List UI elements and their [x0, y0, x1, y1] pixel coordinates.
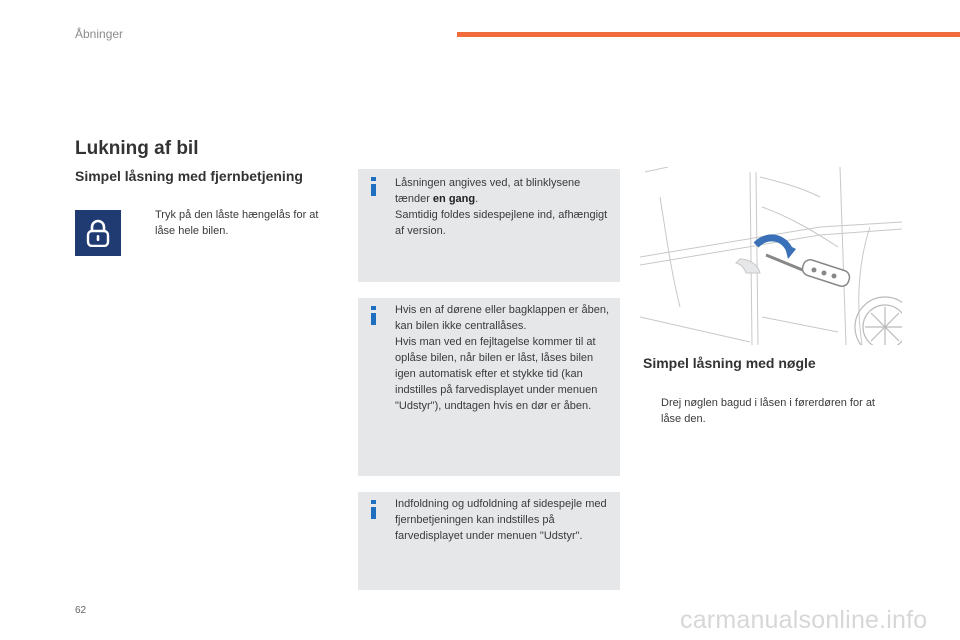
info-icon	[371, 507, 376, 519]
info1-text-line2: Samtidig foldes sidespejlene ind, afhængigt af version.	[395, 209, 608, 237]
header-accent-bar	[457, 32, 960, 37]
remote-lock-instruction-text: Tryk på den låste hængelås for at låse hele bilen.	[155, 209, 319, 237]
lock-button-icon	[75, 210, 121, 256]
watermark: carmanualsonline.info	[680, 606, 928, 634]
key-lock-instruction-text: Drej nøglen bagud i låsen i førerdøren for at låse den.	[661, 397, 875, 425]
padlock-icon	[85, 219, 111, 247]
remote-lock-instruction	[139, 207, 339, 239]
section-title: Åbninger	[75, 27, 124, 41]
info2-text: Hvis en af dørene eller bagklappen er åben, kan bilen ikke centrallåses.	[395, 304, 610, 332]
info-icon-dot	[371, 306, 376, 310]
info-box-mirrors	[358, 492, 620, 590]
car-door-key-illustration	[640, 167, 902, 345]
info-box-indicators	[358, 169, 620, 282]
info-icon	[371, 313, 376, 325]
key-lock-instruction	[645, 395, 895, 427]
page-number: 62	[75, 605, 87, 616]
info2-text2: Hvis man ved en fejltagelse kommer til at oplåse bilen, når bilen er låst, låses bilen igen automatisk efter et stykke tid (kan indstilles på farvedisplayet under menuen "Udstyr"), undtagen hvis en dør er åben.	[395, 336, 598, 412]
page-title: Lukning af bil	[75, 138, 199, 159]
info-icon-dot	[371, 500, 376, 504]
info3-text: Indfoldning og udfoldning af sidespejle med fjernbetjeningen kan indstilles på farvedisplayet under menuen "Udstyr".	[395, 498, 607, 542]
info-icon	[371, 184, 376, 196]
info-icon-dot	[371, 177, 376, 181]
info1-text-post: .	[475, 193, 479, 205]
key-lock-heading: Simpel låsning med nøgle	[643, 355, 816, 371]
remote-lock-heading: Simpel låsning med fjernbetjening	[75, 168, 303, 184]
info1-text-bold: en gang	[432, 193, 476, 205]
info-box-central-locking	[358, 298, 620, 476]
info1-text-pre: Låsningen angives ved, at blinklysene tænder	[395, 177, 581, 205]
